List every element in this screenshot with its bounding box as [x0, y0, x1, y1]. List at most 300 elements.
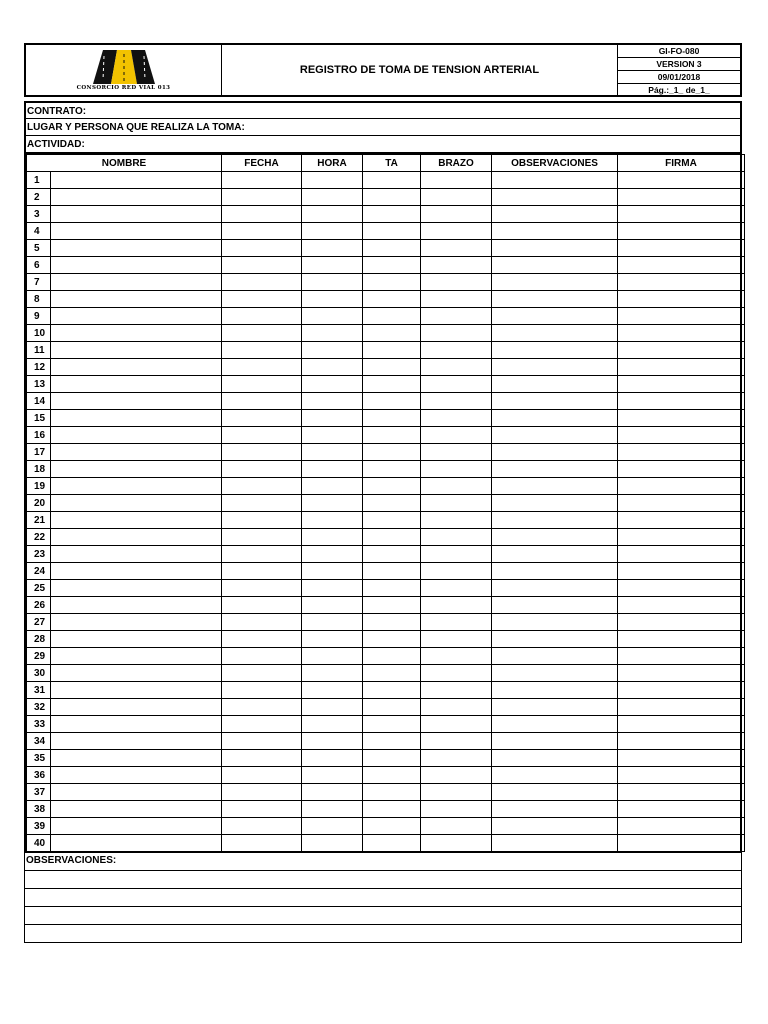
observaciones-cell[interactable]	[492, 716, 618, 733]
fecha-cell[interactable]	[222, 393, 302, 410]
firma-cell[interactable]	[618, 750, 745, 767]
observaciones-cell[interactable]	[492, 444, 618, 461]
observaciones-cell[interactable]	[492, 597, 618, 614]
hora-cell[interactable]	[302, 818, 363, 835]
fecha-cell[interactable]	[222, 597, 302, 614]
brazo-cell[interactable]	[421, 648, 492, 665]
observaciones-cell[interactable]	[492, 376, 618, 393]
observaciones-cell[interactable]	[492, 427, 618, 444]
ta-cell[interactable]	[363, 801, 421, 818]
brazo-cell[interactable]	[421, 631, 492, 648]
nombre-cell[interactable]	[51, 716, 222, 733]
fecha-cell[interactable]	[222, 223, 302, 240]
firma-cell[interactable]	[618, 835, 745, 852]
ta-cell[interactable]	[363, 512, 421, 529]
ta-cell[interactable]	[363, 393, 421, 410]
firma-cell[interactable]	[618, 699, 745, 716]
observations-line[interactable]	[25, 870, 741, 888]
fecha-cell[interactable]	[222, 716, 302, 733]
brazo-cell[interactable]	[421, 325, 492, 342]
brazo-cell[interactable]	[421, 359, 492, 376]
brazo-cell[interactable]	[421, 308, 492, 325]
hora-cell[interactable]	[302, 716, 363, 733]
hora-cell[interactable]	[302, 648, 363, 665]
row-number: 8	[27, 291, 51, 308]
ta-cell[interactable]	[363, 835, 421, 852]
observaciones-cell[interactable]	[492, 342, 618, 359]
firma-cell[interactable]	[618, 410, 745, 427]
observaciones-cell[interactable]	[492, 784, 618, 801]
nombre-cell[interactable]	[51, 359, 222, 376]
hora-cell[interactable]	[302, 342, 363, 359]
fecha-cell[interactable]	[222, 427, 302, 444]
brazo-cell[interactable]	[421, 444, 492, 461]
nombre-cell[interactable]	[51, 648, 222, 665]
brazo-cell[interactable]	[421, 461, 492, 478]
hora-cell[interactable]	[302, 631, 363, 648]
hora-cell[interactable]	[302, 393, 363, 410]
nombre-cell[interactable]	[51, 427, 222, 444]
fecha-cell[interactable]	[222, 563, 302, 580]
firma-cell[interactable]	[618, 648, 745, 665]
hora-cell[interactable]	[302, 767, 363, 784]
firma-cell[interactable]	[618, 614, 745, 631]
observaciones-cell[interactable]	[492, 580, 618, 597]
brazo-cell[interactable]	[421, 546, 492, 563]
ta-cell[interactable]	[363, 189, 421, 206]
nombre-cell[interactable]	[51, 308, 222, 325]
observaciones-cell[interactable]	[492, 682, 618, 699]
nombre-cell[interactable]	[51, 189, 222, 206]
hora-cell[interactable]	[302, 206, 363, 223]
brazo-cell[interactable]	[421, 801, 492, 818]
nombre-cell[interactable]	[51, 665, 222, 682]
brazo-cell[interactable]	[421, 376, 492, 393]
hora-cell[interactable]	[302, 801, 363, 818]
nombre-cell[interactable]	[51, 631, 222, 648]
ta-cell[interactable]	[363, 308, 421, 325]
ta-cell[interactable]	[363, 682, 421, 699]
row-number: 28	[27, 631, 51, 648]
observaciones-cell[interactable]	[492, 189, 618, 206]
fecha-cell[interactable]	[222, 580, 302, 597]
fecha-cell[interactable]	[222, 291, 302, 308]
ta-cell[interactable]	[363, 206, 421, 223]
brazo-cell[interactable]	[421, 172, 492, 189]
firma-cell[interactable]	[618, 495, 745, 512]
observaciones-cell[interactable]	[492, 393, 618, 410]
table-row	[27, 444, 745, 461]
fecha-cell[interactable]	[222, 189, 302, 206]
ta-cell[interactable]	[363, 648, 421, 665]
ta-cell[interactable]	[363, 461, 421, 478]
brazo-cell[interactable]	[421, 495, 492, 512]
brazo-cell[interactable]	[421, 716, 492, 733]
nombre-cell[interactable]	[51, 444, 222, 461]
fecha-cell[interactable]	[222, 699, 302, 716]
brazo-cell[interactable]	[421, 342, 492, 359]
observaciones-cell[interactable]	[492, 529, 618, 546]
table-row	[27, 172, 745, 189]
nombre-cell[interactable]	[51, 342, 222, 359]
firma-cell[interactable]	[618, 308, 745, 325]
hora-cell[interactable]	[302, 682, 363, 699]
firma-cell[interactable]	[618, 580, 745, 597]
ta-cell[interactable]	[363, 665, 421, 682]
nombre-cell[interactable]	[51, 801, 222, 818]
fecha-cell[interactable]	[222, 240, 302, 257]
nombre-cell[interactable]	[51, 376, 222, 393]
fecha-cell[interactable]	[222, 325, 302, 342]
firma-cell[interactable]	[618, 393, 745, 410]
brazo-cell[interactable]	[421, 529, 492, 546]
nombre-cell[interactable]	[51, 257, 222, 274]
observaciones-cell[interactable]	[492, 291, 618, 308]
observaciones-cell[interactable]	[492, 257, 618, 274]
brazo-cell[interactable]	[421, 733, 492, 750]
ta-cell[interactable]	[363, 478, 421, 495]
firma-cell[interactable]	[618, 478, 745, 495]
nombre-cell[interactable]	[51, 512, 222, 529]
form-title: REGISTRO DE TOMA DE TENSION ARTERIAL	[222, 45, 618, 95]
firma-cell[interactable]	[618, 342, 745, 359]
ta-cell[interactable]	[363, 784, 421, 801]
nombre-cell[interactable]	[51, 784, 222, 801]
brazo-cell[interactable]	[421, 614, 492, 631]
firma-cell[interactable]	[618, 427, 745, 444]
fecha-cell[interactable]	[222, 257, 302, 274]
observaciones-cell[interactable]	[492, 223, 618, 240]
nombre-cell[interactable]	[51, 614, 222, 631]
brazo-cell[interactable]	[421, 410, 492, 427]
observaciones-cell[interactable]	[492, 733, 618, 750]
fecha-cell[interactable]	[222, 376, 302, 393]
observaciones-cell[interactable]	[492, 240, 618, 257]
nombre-cell[interactable]	[51, 835, 222, 852]
brazo-cell[interactable]	[421, 597, 492, 614]
ta-cell[interactable]	[363, 529, 421, 546]
hora-cell[interactable]	[302, 512, 363, 529]
hora-cell[interactable]	[302, 461, 363, 478]
hora-cell[interactable]	[302, 308, 363, 325]
fecha-cell[interactable]	[222, 750, 302, 767]
observaciones-cell[interactable]	[492, 614, 618, 631]
observaciones-cell[interactable]	[492, 665, 618, 682]
brazo-cell[interactable]	[421, 784, 492, 801]
observaciones-cell[interactable]	[492, 274, 618, 291]
fecha-cell[interactable]	[222, 461, 302, 478]
observaciones-cell[interactable]	[492, 206, 618, 223]
observaciones-cell[interactable]	[492, 631, 618, 648]
brazo-cell[interactable]	[421, 767, 492, 784]
observaciones-cell[interactable]	[492, 750, 618, 767]
fecha-cell[interactable]	[222, 512, 302, 529]
hora-cell[interactable]	[302, 614, 363, 631]
brazo-cell[interactable]	[421, 393, 492, 410]
nombre-cell[interactable]	[51, 580, 222, 597]
ta-cell[interactable]	[363, 410, 421, 427]
nombre-cell[interactable]	[51, 682, 222, 699]
nombre-cell[interactable]	[51, 393, 222, 410]
ta-cell[interactable]	[363, 631, 421, 648]
brazo-cell[interactable]	[421, 427, 492, 444]
hora-cell[interactable]	[302, 835, 363, 852]
hora-cell[interactable]	[302, 529, 363, 546]
hora-cell[interactable]	[302, 325, 363, 342]
brazo-cell[interactable]	[421, 291, 492, 308]
brazo-cell[interactable]	[421, 580, 492, 597]
firma-cell[interactable]	[618, 563, 745, 580]
firma-cell[interactable]	[618, 665, 745, 682]
ta-cell[interactable]	[363, 716, 421, 733]
nombre-cell[interactable]	[51, 478, 222, 495]
nombre-cell[interactable]	[51, 325, 222, 342]
firma-cell[interactable]	[618, 529, 745, 546]
ta-cell[interactable]	[363, 614, 421, 631]
brazo-cell[interactable]	[421, 512, 492, 529]
hora-cell[interactable]	[302, 563, 363, 580]
firma-cell[interactable]	[618, 733, 745, 750]
nombre-cell[interactable]	[51, 733, 222, 750]
place-person-field[interactable]: LUGAR Y PERSONA QUE REALIZA LA TOMA:	[26, 118, 740, 135]
nombre-cell[interactable]	[51, 699, 222, 716]
ta-cell[interactable]	[363, 563, 421, 580]
hora-cell[interactable]	[302, 291, 363, 308]
ta-cell[interactable]	[363, 342, 421, 359]
firma-cell[interactable]	[618, 172, 745, 189]
hora-cell[interactable]	[302, 580, 363, 597]
ta-cell[interactable]	[363, 376, 421, 393]
nombre-cell[interactable]	[51, 172, 222, 189]
table-row	[27, 580, 745, 597]
hora-cell[interactable]	[302, 733, 363, 750]
table-row	[27, 342, 745, 359]
ta-cell[interactable]	[363, 274, 421, 291]
firma-cell[interactable]	[618, 325, 745, 342]
nombre-cell[interactable]	[51, 223, 222, 240]
observaciones-cell[interactable]	[492, 172, 618, 189]
hora-cell[interactable]	[302, 189, 363, 206]
observaciones-cell[interactable]	[492, 308, 618, 325]
observations-line[interactable]	[25, 924, 741, 942]
nombre-cell[interactable]	[51, 206, 222, 223]
firma-cell[interactable]	[618, 784, 745, 801]
nombre-cell[interactable]	[51, 529, 222, 546]
nombre-cell[interactable]	[51, 240, 222, 257]
hora-cell[interactable]	[302, 376, 363, 393]
brazo-cell[interactable]	[421, 206, 492, 223]
ta-cell[interactable]	[363, 172, 421, 189]
firma-cell[interactable]	[618, 223, 745, 240]
observaciones-cell[interactable]	[492, 359, 618, 376]
hora-cell[interactable]	[302, 223, 363, 240]
fecha-cell[interactable]	[222, 733, 302, 750]
activity-field[interactable]: ACTIVIDAD:	[26, 135, 740, 152]
fecha-cell[interactable]	[222, 835, 302, 852]
firma-cell[interactable]	[618, 818, 745, 835]
fecha-cell[interactable]	[222, 478, 302, 495]
fecha-cell[interactable]	[222, 359, 302, 376]
firma-cell[interactable]	[618, 274, 745, 291]
firma-cell[interactable]	[618, 444, 745, 461]
hora-cell[interactable]	[302, 172, 363, 189]
fecha-cell[interactable]	[222, 631, 302, 648]
firma-cell[interactable]	[618, 359, 745, 376]
ta-cell[interactable]	[363, 223, 421, 240]
ta-cell[interactable]	[363, 597, 421, 614]
firma-cell[interactable]	[618, 801, 745, 818]
ta-cell[interactable]	[363, 733, 421, 750]
fecha-cell[interactable]	[222, 206, 302, 223]
ta-cell[interactable]	[363, 767, 421, 784]
fecha-cell[interactable]	[222, 546, 302, 563]
fecha-cell[interactable]	[222, 529, 302, 546]
table-body	[27, 172, 745, 852]
form-code: GI-FO-080	[618, 45, 740, 58]
observaciones-cell[interactable]	[492, 818, 618, 835]
row-number: 23	[27, 546, 51, 563]
hora-cell[interactable]	[302, 495, 363, 512]
ta-cell[interactable]	[363, 495, 421, 512]
firma-cell[interactable]	[618, 206, 745, 223]
ta-cell[interactable]	[363, 546, 421, 563]
contract-field[interactable]: CONTRATO:	[26, 101, 740, 118]
firma-cell[interactable]	[618, 767, 745, 784]
ta-cell[interactable]	[363, 427, 421, 444]
fecha-cell[interactable]	[222, 682, 302, 699]
firma-cell[interactable]	[618, 376, 745, 393]
fecha-cell[interactable]	[222, 614, 302, 631]
brazo-cell[interactable]	[421, 750, 492, 767]
observaciones-cell[interactable]	[492, 495, 618, 512]
fecha-cell[interactable]	[222, 342, 302, 359]
fecha-cell[interactable]	[222, 495, 302, 512]
nombre-cell[interactable]	[51, 597, 222, 614]
hora-cell[interactable]	[302, 597, 363, 614]
nombre-cell[interactable]	[51, 410, 222, 427]
nombre-cell[interactable]	[51, 495, 222, 512]
ta-cell[interactable]	[363, 818, 421, 835]
table-row	[27, 631, 745, 648]
ta-cell[interactable]	[363, 699, 421, 716]
brazo-cell[interactable]	[421, 835, 492, 852]
hora-cell[interactable]	[302, 427, 363, 444]
observaciones-cell[interactable]	[492, 648, 618, 665]
brazo-cell[interactable]	[421, 699, 492, 716]
fecha-cell[interactable]	[222, 172, 302, 189]
nombre-cell[interactable]	[51, 767, 222, 784]
brazo-cell[interactable]	[421, 563, 492, 580]
observaciones-cell[interactable]	[492, 801, 618, 818]
nombre-cell[interactable]	[51, 274, 222, 291]
observaciones-cell[interactable]	[492, 478, 618, 495]
fecha-cell[interactable]	[222, 767, 302, 784]
fecha-cell[interactable]	[222, 801, 302, 818]
hora-cell[interactable]	[302, 410, 363, 427]
hora-cell[interactable]	[302, 478, 363, 495]
firma-cell[interactable]	[618, 291, 745, 308]
hora-cell[interactable]	[302, 784, 363, 801]
brazo-cell[interactable]	[421, 223, 492, 240]
firma-cell[interactable]	[618, 461, 745, 478]
observaciones-cell[interactable]	[492, 767, 618, 784]
hora-cell[interactable]	[302, 699, 363, 716]
fecha-cell[interactable]	[222, 665, 302, 682]
brazo-cell[interactable]	[421, 189, 492, 206]
fecha-cell[interactable]	[222, 308, 302, 325]
observations-line[interactable]	[25, 888, 741, 906]
hora-cell[interactable]	[302, 257, 363, 274]
brazo-cell[interactable]	[421, 818, 492, 835]
fecha-cell[interactable]	[222, 410, 302, 427]
ta-cell[interactable]	[363, 257, 421, 274]
observations-line[interactable]	[25, 906, 741, 924]
brazo-cell[interactable]	[421, 257, 492, 274]
firma-cell[interactable]	[618, 716, 745, 733]
ta-cell[interactable]	[363, 240, 421, 257]
nombre-cell[interactable]	[51, 291, 222, 308]
firma-cell[interactable]	[618, 597, 745, 614]
hora-cell[interactable]	[302, 444, 363, 461]
firma-cell[interactable]	[618, 240, 745, 257]
nombre-cell[interactable]	[51, 461, 222, 478]
ta-cell[interactable]	[363, 580, 421, 597]
brazo-cell[interactable]	[421, 478, 492, 495]
brazo-cell[interactable]	[421, 665, 492, 682]
observaciones-cell[interactable]	[492, 563, 618, 580]
table-row	[27, 529, 745, 546]
ta-cell[interactable]	[363, 325, 421, 342]
brazo-cell[interactable]	[421, 682, 492, 699]
brazo-cell[interactable]	[421, 240, 492, 257]
fecha-cell[interactable]	[222, 444, 302, 461]
hora-cell[interactable]	[302, 240, 363, 257]
ta-cell[interactable]	[363, 750, 421, 767]
observaciones-cell[interactable]	[492, 835, 618, 852]
hora-cell[interactable]	[302, 359, 363, 376]
hora-cell[interactable]	[302, 546, 363, 563]
hora-cell[interactable]	[302, 274, 363, 291]
firma-cell[interactable]	[618, 257, 745, 274]
table-row	[27, 597, 745, 614]
ta-cell[interactable]	[363, 444, 421, 461]
nombre-cell[interactable]	[51, 818, 222, 835]
fecha-cell[interactable]	[222, 648, 302, 665]
observaciones-cell[interactable]	[492, 461, 618, 478]
ta-cell[interactable]	[363, 359, 421, 376]
observaciones-cell[interactable]	[492, 325, 618, 342]
firma-cell[interactable]	[618, 546, 745, 563]
hora-cell[interactable]	[302, 750, 363, 767]
observaciones-cell[interactable]	[492, 512, 618, 529]
firma-cell[interactable]	[618, 631, 745, 648]
fecha-cell[interactable]	[222, 274, 302, 291]
observaciones-cell[interactable]	[492, 546, 618, 563]
observaciones-cell[interactable]	[492, 699, 618, 716]
brazo-cell[interactable]	[421, 274, 492, 291]
fecha-cell[interactable]	[222, 818, 302, 835]
nombre-cell[interactable]	[51, 750, 222, 767]
nombre-cell[interactable]	[51, 563, 222, 580]
firma-cell[interactable]	[618, 512, 745, 529]
nombre-cell[interactable]	[51, 546, 222, 563]
observaciones-cell[interactable]	[492, 410, 618, 427]
firma-cell[interactable]	[618, 682, 745, 699]
ta-cell[interactable]	[363, 291, 421, 308]
hora-cell[interactable]	[302, 665, 363, 682]
fecha-cell[interactable]	[222, 784, 302, 801]
firma-cell[interactable]	[618, 189, 745, 206]
